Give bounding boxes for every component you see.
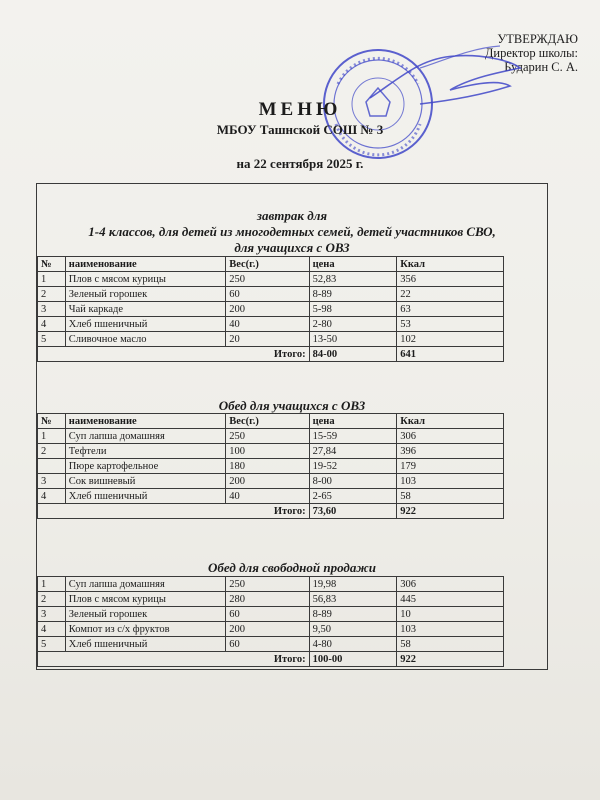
table-row: 1 Плов с мясом курицы 250 52,83 356	[38, 272, 547, 287]
col-kcal: Ккал	[397, 257, 504, 272]
lunch-ovz-table	[37, 413, 547, 519]
breakfast-title-line3: для учащихся с ОВЗ	[234, 240, 350, 255]
approval-name: Бударин С. А.	[504, 60, 578, 74]
col-weight: Вес(г.)	[226, 257, 309, 272]
approval-title: УТВЕРЖДАЮ	[497, 32, 578, 46]
col-name: наименование	[65, 257, 225, 272]
table-row: 3 Зеленый горошек 60 8-89 10	[38, 607, 547, 622]
table-row: 3 Сок вишневый 200 8-00 103	[38, 474, 547, 489]
menu-date: на 22 сентября 2025 г.	[236, 156, 364, 171]
col-price: цена	[309, 257, 397, 272]
lunch-free-title: Обед для свободной продажи	[208, 560, 376, 575]
total-label: Итого:	[38, 652, 310, 667]
col-price: цена	[309, 414, 397, 429]
col-kcal: Ккал	[397, 414, 504, 429]
total-kcal: 641	[397, 347, 504, 362]
breakfast-table	[37, 256, 547, 362]
table-row: 1 Суп лапша домашняя 250 19,98 306	[38, 577, 547, 592]
lunch-free-table	[37, 576, 547, 667]
lunch-ovz-title: Обед для учащихся с ОВЗ	[218, 398, 366, 413]
table-row: 1 Суп лапша домашняя 250 15-59 306	[38, 429, 547, 444]
total-row	[38, 504, 547, 519]
col-number: №	[38, 414, 66, 429]
table-row: 5 Хлеб пшеничный 60 4-80 58	[38, 637, 547, 652]
table-row: 4 Хлеб пшеничный 40 2-65 58	[38, 489, 547, 504]
table-header-row	[38, 414, 547, 429]
approval-position: Директор школы:	[484, 46, 578, 60]
total-label: Итого:	[38, 347, 310, 362]
school-name: МБОУ Ташнской СОШ № 3	[216, 122, 384, 137]
total-label: Итого:	[38, 504, 310, 519]
table-row: 2 Плов с мясом курицы 280 56,83 445	[38, 592, 547, 607]
total-row	[38, 347, 547, 362]
table-header-row	[38, 257, 547, 272]
breakfast-title-line1: завтрак для	[256, 208, 328, 223]
table-row: 3 Чай каркаде 200 5-98 63	[38, 302, 547, 317]
col-name: наименование	[65, 414, 225, 429]
menu-title: МЕНЮ	[258, 99, 342, 120]
total-price: 84-00	[309, 347, 397, 362]
breakfast-title	[36, 208, 548, 256]
table-row: 4 Хлеб пшеничный 40 2-80 53	[38, 317, 547, 332]
table-row: 5 Сливочное масло 20 13-50 102	[38, 332, 547, 347]
table-row: 2 Тефтели 100 27,84 396	[38, 444, 547, 459]
table-row: Пюре картофельное 180 19-52 179	[38, 459, 547, 474]
table-row: 2 Зеленый горошек 60 8-89 22	[38, 287, 547, 302]
total-row	[38, 652, 547, 667]
col-weight: Вес(г.)	[226, 414, 309, 429]
col-number: №	[38, 257, 66, 272]
breakfast-title-line2: 1-4 классов, для детей из многодетных семей, детей участников СВО,	[88, 224, 496, 239]
total-price: 73,60	[309, 504, 397, 519]
total-kcal: 922	[397, 652, 504, 667]
table-row: 4 Компот из с/х фруктов 200 9,50 103	[38, 622, 547, 637]
total-price: 100-00	[309, 652, 397, 667]
total-kcal: 922	[397, 504, 504, 519]
